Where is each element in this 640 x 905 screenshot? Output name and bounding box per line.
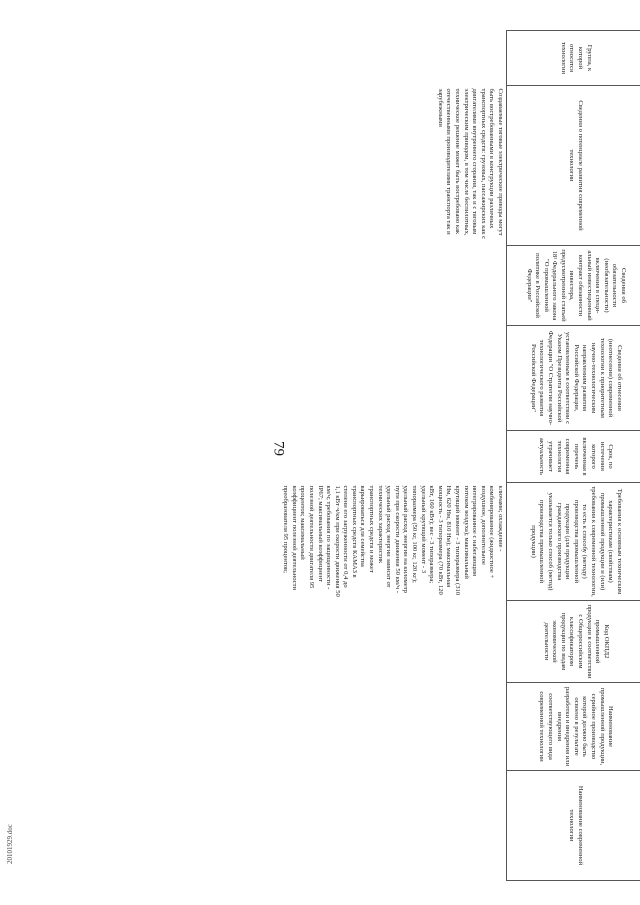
technology-table	[279, 30, 640, 881]
header-technology-name: Наименование современной технологии	[507, 771, 640, 881]
header-requirements: Требования к основным техническим характеристикам (свойствам) промышленной продукции и (или) требования к современной технологии, то есть к способу (методу) производства промышленной продукции (для продукции гражданского производства указывается только способ (метод) производства промышленной продукции)	[507, 483, 640, 601]
header-obligation: Сведения об обязательности (необязательности) включения в специ-альный инвестиционный контракт обязанности инвестора, предусмотренной статьей 18² Федерального закона "О промышленной политике в Российской Федерации"	[507, 246, 640, 326]
potential-text: Создаваемые тяговые электрические приводы могут быть востребованными в конструкции различных транспортных средств: грузовых, пассажирских как с двигателями внутреннего сгорания, так и с тяговым электрическим приводом, в том числе беспилотных, техническое решение может быть востребовано как отечественными производителями транспорта так и зарубежными	[436, 88, 504, 240]
document-footer: 20101929.doc	[6, 824, 14, 864]
header-priority: Сведения об отнесении (неотнесении) современной технологии к приоритетным научно-технологическим направлениям развития Российской Федерации, установленным в соответствии с Указом Президента Российской Федерации "О Стратегии научно-технологического развития Российской Федерации"	[507, 326, 640, 431]
header-term: Срок, по истечении которого включенная в перечень современная технология утрачивает актуальность	[507, 431, 640, 483]
header-product-name: Наименование промышленной продукции, серийное производство которой должно быть освоено в результате разработки и внедрения или внедрения соответствующего вида современной технологии	[507, 683, 640, 771]
requirements-text: ключами; охлаждение - комбинированное (жидкостное + воздушное, дополнительное интегрированное с набегающим потоком воздуха); максимальный крутящий момент - 3 типоразмера (310 Нм, 620 Нм, 810 Нм); максимальная мощность - 3 типоразмера (70 кВт, 120 кВт, 160 кВт); вес - 3 типоразмера; удельный крутящий момент - 3 типоразмера (50 кг, 100 кг, 120 кг); удельный расход энергии на километр пути при скорости движения 50 км/ч - удельный расход энергии зависит от технических характеристик транспортных средств и может варьироваться для семейства транспортных средств КАМАЗ в степени его загруженности от 0,4 до 1,1 кВт·ч/км при скорости движения 50 км/ч; требования по защищенности - IP67; максимальный коэффициент полезной деятельности двигателя 95 процентов; максимальный коэффициент полезной деятельности преобразователя 95 процентов;	[282, 485, 504, 597]
page-number: 79	[270, 441, 287, 456]
header-group: Группа, к которой относятся технологии	[507, 31, 640, 86]
header-potential: Сведения о потенциале развития современной технологии	[507, 86, 640, 246]
table-region	[60, 30, 640, 866]
header-okpd2: Код ОКПД2 промышленной продукции в соответствии с Общероссийским классификатором продукции по видам экономической деятельности	[507, 601, 640, 683]
